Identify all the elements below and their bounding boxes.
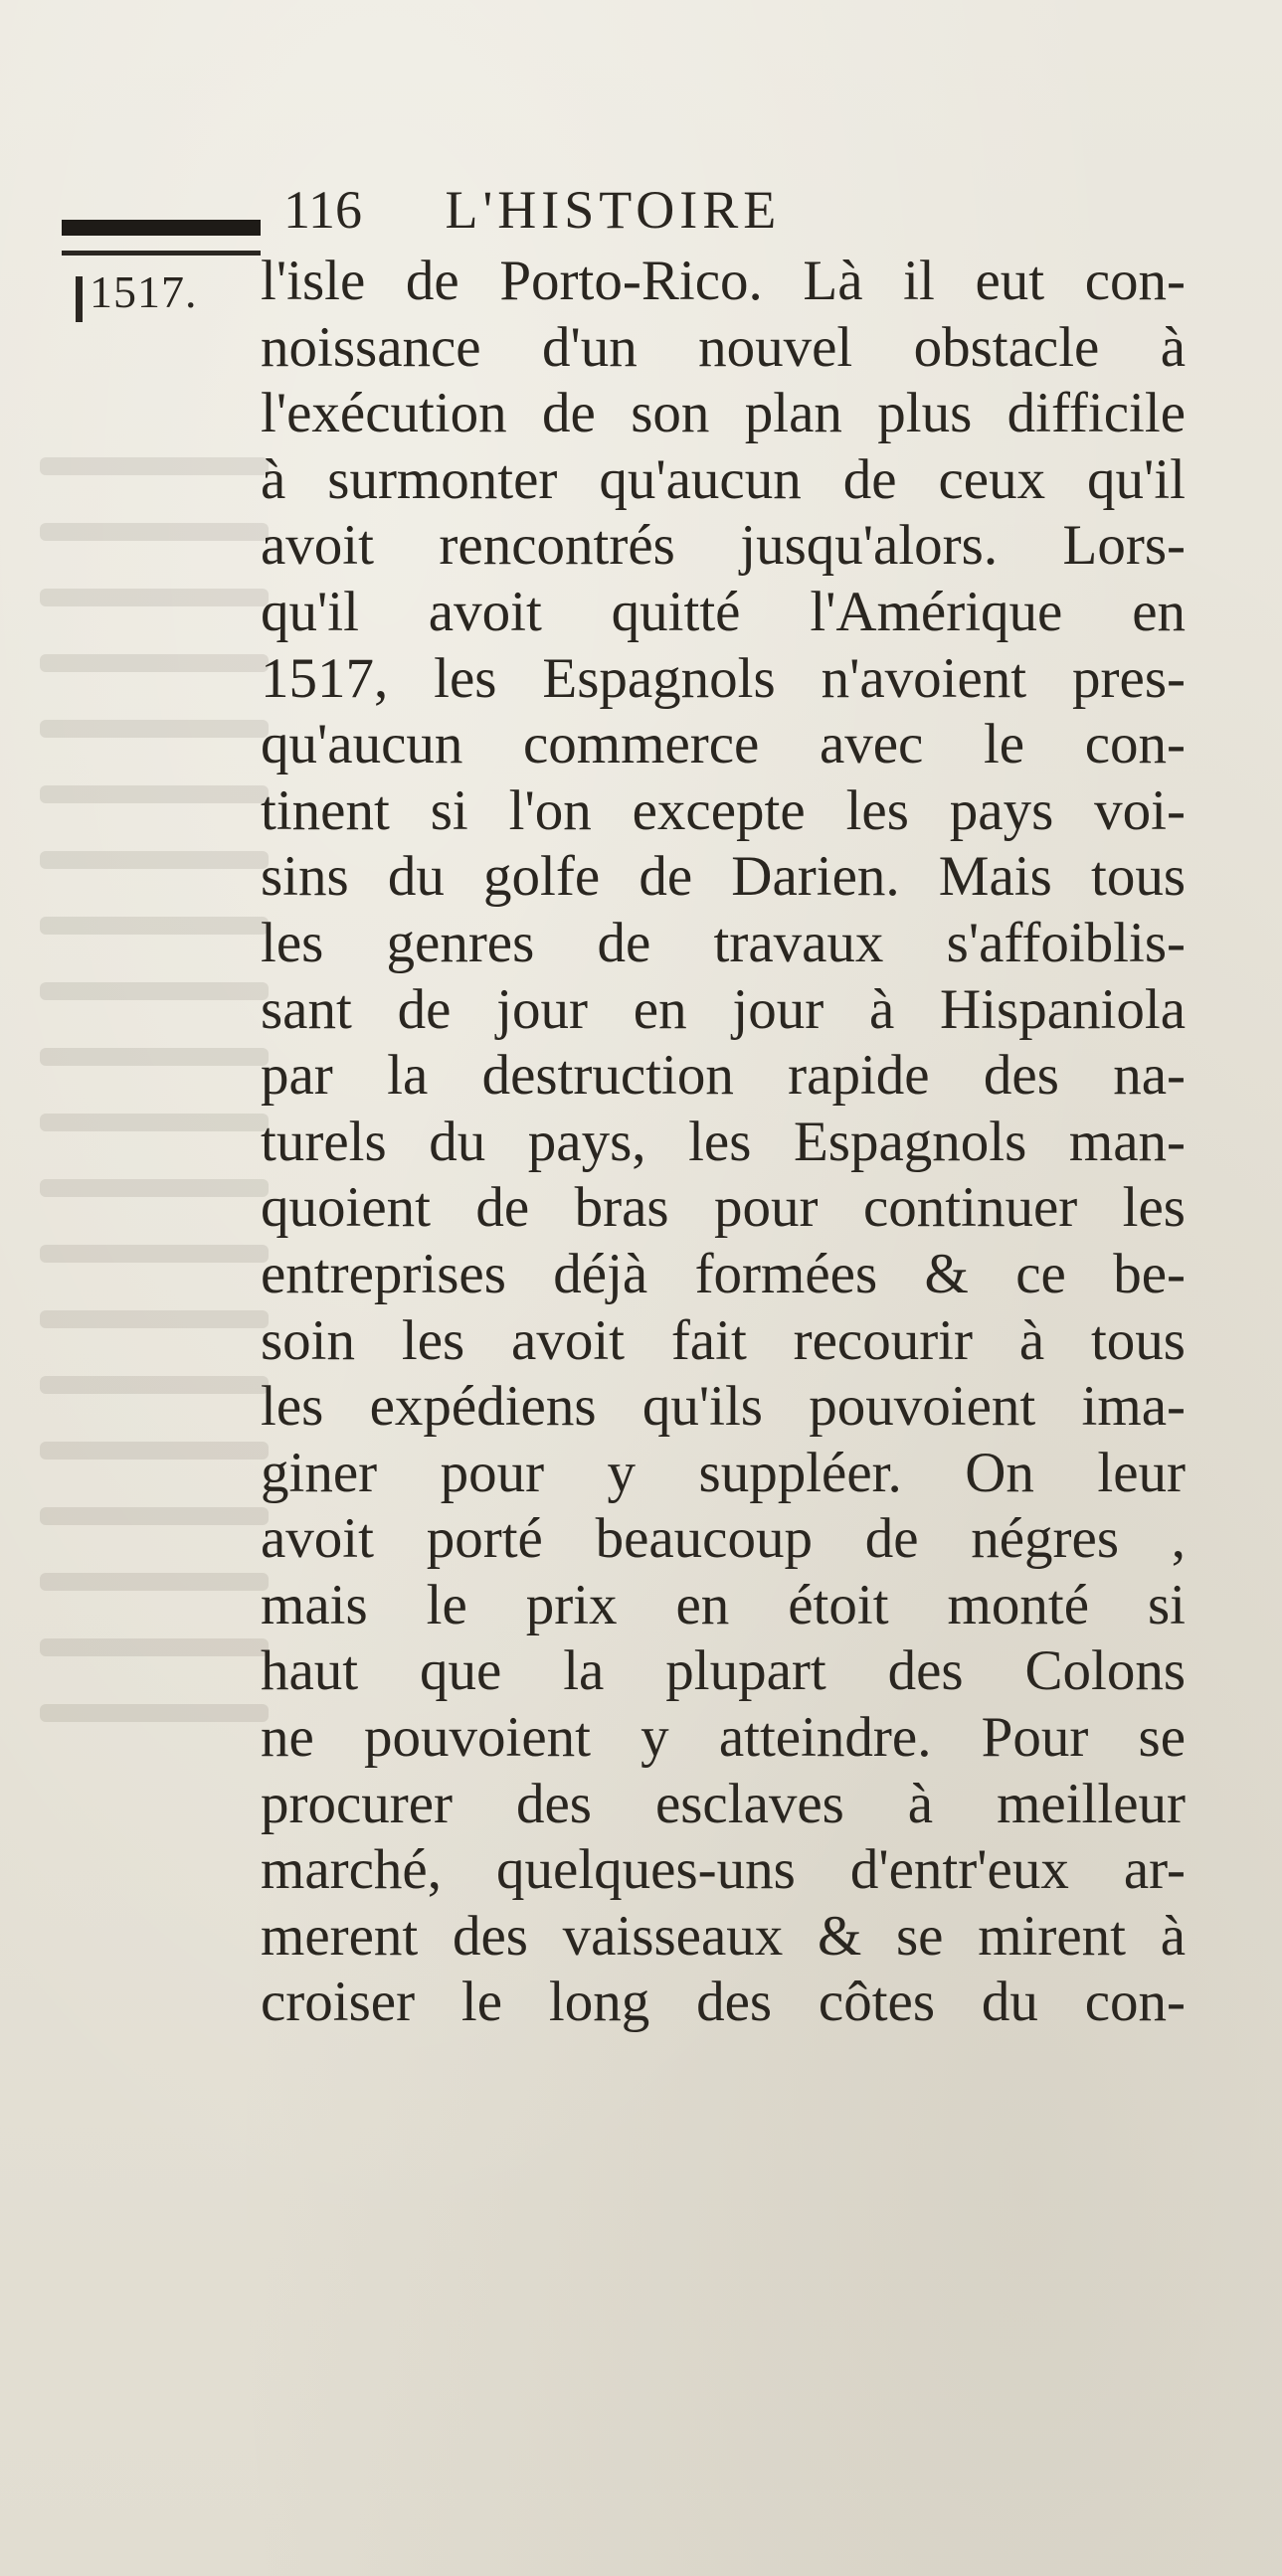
text-line: par la destruction rapide des na- [261, 1044, 1186, 1108]
text-line: à surmonter qu'aucun de ceux qu'il [261, 447, 1186, 511]
text-line: procurer des esclaves à meilleur [261, 1772, 1186, 1835]
text-line: l'exécution de son plan plus difficile [261, 382, 1186, 445]
margin-date: 1517. [90, 266, 198, 317]
text-line: giner pour y suppléer. On leur [261, 1441, 1186, 1504]
page-number: 116 [283, 180, 362, 240]
text-line: soin les avoit fait recourir à tous [261, 1308, 1186, 1372]
text-line: les expédiens qu'ils pouvoient ima- [261, 1375, 1186, 1439]
text-line: avoit rencontrés jusqu'alors. Lors- [261, 514, 1186, 578]
running-title: L'HISTOIRE [445, 180, 782, 240]
text-line: noissance d'un nouvel obstacle à [261, 315, 1186, 379]
text-line: quoient de bras pour continuer les [261, 1176, 1186, 1240]
text-line: mais le prix en étoit monté si [261, 1573, 1186, 1636]
text-line: sins du golfe de Darien. Mais tous [261, 845, 1186, 909]
text-line: croiser le long des côtes du con- [261, 1971, 1186, 2034]
body-text [261, 249, 1186, 2036]
text-line: entreprises déjà formées & ce be- [261, 1242, 1186, 1305]
text-line: qu'il avoit quitté l'Amérique en [261, 580, 1186, 643]
text-line: tinent si l'on excepte les pays voi- [261, 778, 1186, 842]
text-line: haut que la plupart des Colons [261, 1639, 1186, 1703]
text-line: 1517, les Espagnols n'avoient pres- [261, 646, 1186, 710]
text-line: l'isle de Porto-Rico. Là il eut con- [261, 250, 1186, 312]
page-header [283, 175, 781, 245]
text-line: ne pouvoient y atteindre. Pour se [261, 1706, 1186, 1770]
text-line: marché, quelques-uns d'entr'eux ar- [261, 1838, 1186, 1902]
text-line: turels du pays, les Espagnols man- [261, 1110, 1186, 1173]
text-line: avoit porté beaucoup de négres , [261, 1507, 1186, 1571]
text-line: merent des vaisseaux & se mirent à [261, 1904, 1186, 1968]
text-line: qu'aucun commerce avec le con- [261, 713, 1186, 776]
text-line: les genres de travaux s'affoiblis- [261, 911, 1186, 974]
show-through-text [40, 457, 269, 1750]
margin-bar [76, 276, 83, 322]
header-rule [62, 220, 261, 236]
header-rule-thin [62, 251, 261, 256]
text-line: sant de jour en jour à Hispaniola [261, 977, 1186, 1041]
